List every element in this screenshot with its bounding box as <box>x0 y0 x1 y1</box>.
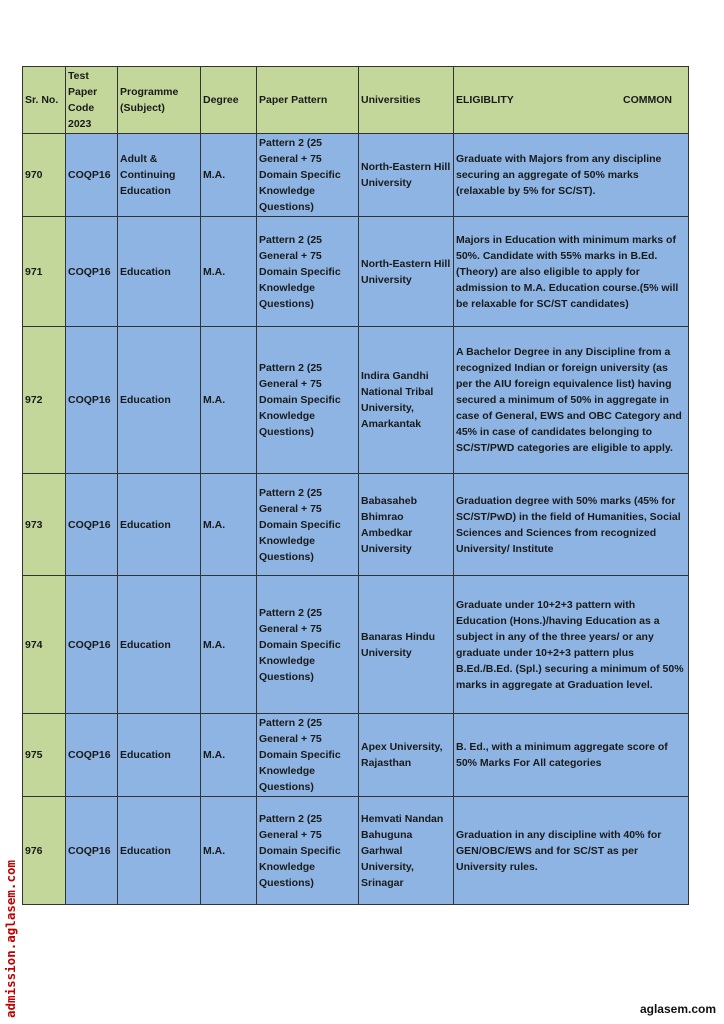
eligibility-table <box>22 66 689 905</box>
cell-degree: M.A. <box>201 474 257 576</box>
cell-paper-pattern: Pattern 2 (25 General + 75 Domain Specific Knowledge Questions) <box>257 134 359 217</box>
header-universities: Universities <box>359 67 454 134</box>
cell-university: North-Eastern Hill University <box>359 134 454 217</box>
cell-programme: Education <box>118 327 201 474</box>
cell-degree: M.A. <box>201 576 257 714</box>
cell-programme: Education <box>118 797 201 905</box>
table-header-row <box>23 67 689 134</box>
cell-eligibility: Graduate under 10+2+3 pattern with Education (Hons.)/having Education as a subject in any of the three years/ or any graduate under 10+2+3 pattern plus B.Ed./B.Ed. (Spl.) securing a minimum of 50% marks in aggregate at Graduation level. <box>454 576 689 714</box>
cell-test-code: COQP16 <box>66 797 118 905</box>
cell-eligibility: Graduate with Majors from any discipline securing an aggregate of 50% marks (relaxable by 5% for SC/ST). <box>454 134 689 217</box>
cell-degree: M.A. <box>201 327 257 474</box>
cell-sr-no: 974 <box>23 576 66 714</box>
cell-degree: M.A. <box>201 714 257 797</box>
cell-degree: M.A. <box>201 134 257 217</box>
cell-programme: Education <box>118 217 201 327</box>
table-row <box>23 576 689 714</box>
header-common: COMMON <box>623 94 672 106</box>
cell-eligibility: Graduation degree with 50% marks (45% for SC/ST/PwD) in the field of Humanities, Social Sciences and Sciences from recognized University/ Institute <box>454 474 689 576</box>
cell-paper-pattern: Pattern 2 (25 General + 75 Domain Specific Knowledge Questions) <box>257 217 359 327</box>
cell-programme: Education <box>118 714 201 797</box>
cell-university: North-Eastern Hill University <box>359 217 454 327</box>
cell-paper-pattern: Pattern 2 (25 General + 75 Domain Specific Knowledge Questions) <box>257 797 359 905</box>
cell-test-code: COQP16 <box>66 576 118 714</box>
table-row <box>23 134 689 217</box>
table-row <box>23 327 689 474</box>
cell-university: Hemvati Nandan Bahuguna Garhwal University, Srinagar <box>359 797 454 905</box>
cell-programme: Education <box>118 474 201 576</box>
footer-text: aglasem.com <box>639 1002 716 1016</box>
cell-sr-no: 971 <box>23 217 66 327</box>
header-eligibility: ELIGIBLITY <box>456 94 514 106</box>
cell-paper-pattern: Pattern 2 (25 General + 75 Domain Specific Knowledge Questions) <box>257 576 359 714</box>
cell-sr-no: 975 <box>23 714 66 797</box>
header-sr-no: Sr. No. <box>23 67 66 134</box>
cell-paper-pattern: Pattern 2 (25 General + 75 Domain Specific Knowledge Questions) <box>257 714 359 797</box>
cell-paper-pattern: Pattern 2 (25 General + 75 Domain Specific Knowledge Questions) <box>257 474 359 576</box>
cell-degree: M.A. <box>201 797 257 905</box>
cell-university: Babasaheb Bhimrao Ambedkar University <box>359 474 454 576</box>
cell-eligibility: A Bachelor Degree in any Discipline from a recognized Indian or foreign university (as per the AIU foreign equivalence list) having secured a minimum of 50% in aggregate in case of General, EWS and OBC Category and 45% in case of candidates belonging to SC/ST/PWD categories are eligible to apply. <box>454 327 689 474</box>
cell-university: Indira Gandhi National Tribal University, Amarkantak <box>359 327 454 474</box>
header-programme: Programme (Subject) <box>118 67 201 134</box>
cell-eligibility: B. Ed., with a minimum aggregate score of 50% Marks For All categories <box>454 714 689 797</box>
table-row <box>23 797 689 905</box>
cell-sr-no: 976 <box>23 797 66 905</box>
cell-eligibility: Majors in Education with minimum marks of 50%. Candidate with 55% marks in B.Ed. (Theory) are also eligible to apply for admission to M.A. Education course.(5% will be relaxable for SC/ST candidates) <box>454 217 689 327</box>
header-test-code: Test Paper Code 2023 <box>66 67 118 134</box>
cell-test-code: COQP16 <box>66 714 118 797</box>
cell-test-code: COQP16 <box>66 474 118 576</box>
cell-sr-no: 973 <box>23 474 66 576</box>
cell-test-code: COQP16 <box>66 327 118 474</box>
cell-university: Banaras Hindu University <box>359 576 454 714</box>
cell-paper-pattern: Pattern 2 (25 General + 75 Domain Specific Knowledge Questions) <box>257 327 359 474</box>
cell-university: Apex University, Rajasthan <box>359 714 454 797</box>
cell-programme: Education <box>118 576 201 714</box>
table-row <box>23 714 689 797</box>
table-row <box>23 217 689 327</box>
header-eligibility-cell <box>454 67 689 134</box>
cell-sr-no: 972 <box>23 327 66 474</box>
table-row <box>23 474 689 576</box>
cell-programme: Adult & Continuing Education <box>118 134 201 217</box>
header-paper-pattern: Paper Pattern <box>257 67 359 134</box>
watermark-text: admission.aglasem.com <box>3 859 18 1018</box>
header-degree: Degree <box>201 67 257 134</box>
cell-test-code: COQP16 <box>66 217 118 327</box>
cell-eligibility: Graduation in any discipline with 40% for GEN/OBC/EWS and for SC/ST as per University rules. <box>454 797 689 905</box>
cell-sr-no: 970 <box>23 134 66 217</box>
cell-test-code: COQP16 <box>66 134 118 217</box>
cell-degree: M.A. <box>201 217 257 327</box>
